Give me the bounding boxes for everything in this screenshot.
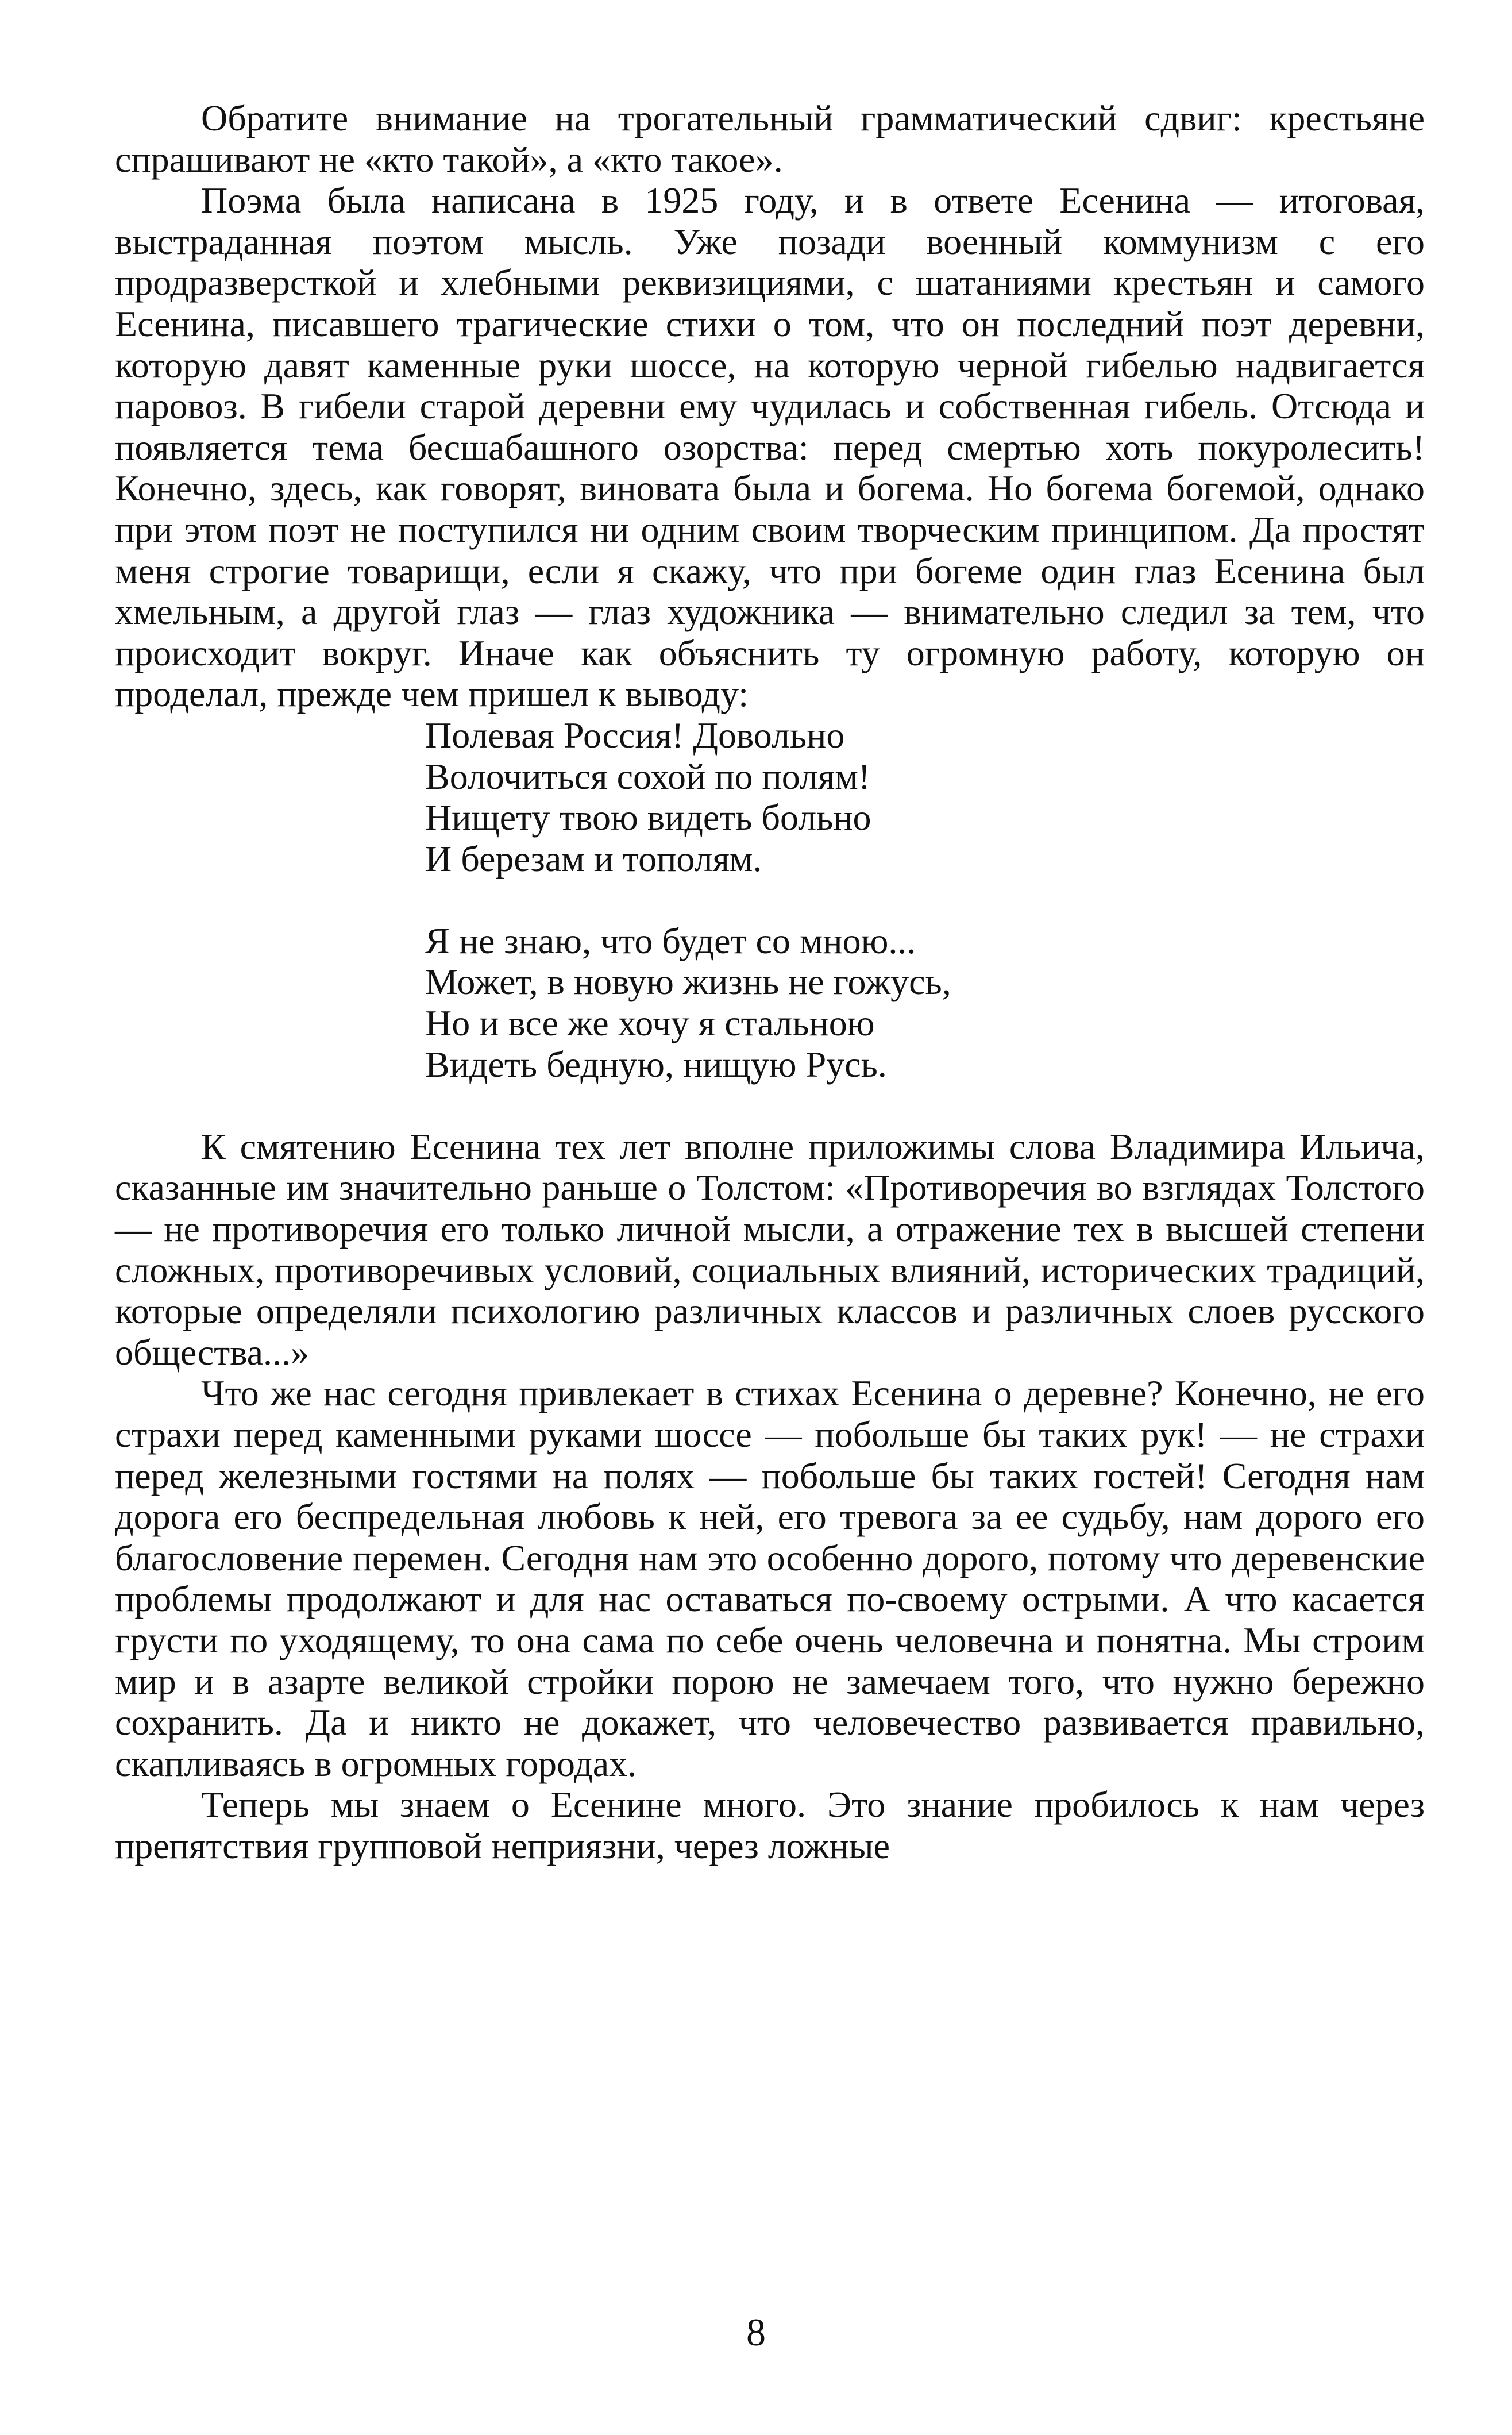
poem-stanza [425, 920, 1425, 1085]
paragraph: К смятению Есенина тех лет вполне приложимы слова Владимира Ильича, сказанные им значительно раньше о Толстом: «Противоречия во взглядах Толстого — не противоречия его только личной мысли, а отражение тех в высшей степени сложных, противоречивых условий, социальных влияний, исторических традиций, которые определяли психологию различных классов и различных слоев русского общества...» [115, 1126, 1425, 1373]
poem-line: И березам и тополям. [425, 838, 762, 879]
paragraph: Обратите внимание на трогательный грамматический сдвиг: крестьяне спрашивают не «кто такой», а «кто такое». [115, 98, 1425, 180]
poem-block [115, 715, 1425, 1085]
poem-line: Полевая Россия! Довольно [425, 714, 845, 756]
poem-line: Я не знаю, что будет со мною... [425, 920, 916, 961]
poem-line: Видеть бедную, нищую Русь. [425, 1043, 887, 1085]
page-number: 8 [746, 2310, 766, 2354]
poem-stanza [425, 715, 1425, 879]
poem-line: Но и все же хочу я стальною [425, 1003, 875, 1044]
poem-line: Нищету твою видеть больно [425, 797, 871, 838]
spacer [115, 1085, 1425, 1126]
paragraph: Поэма была написана в 1925 году, и в ответе Есенина — итоговая, выстраданная поэтом мысль. Уже позади военный коммунизм с его продразверсткой и хлебными реквизициями, с шатаниями крестьян и самого Есенина, писавшего трагические стихи о том, что он последний поэт деревни, которую давят каменные руки шоссе, на которую черной гибелью надвигается паровоз. В гибели старой деревни ему чудилась и собственная гибель. Отсюда и появляется тема бесшабашного озорства: перед смертью хоть покуролесить! Конечно, здесь, как говорят, виновата была и богема. Но богема богемой, однако при этом поэт не поступился ни одним своим творческим принципом. Да простят меня строгие товарищи, если я скажу, что при богеме один глаз Есенина был хмельным, а другой глаз — глаз художника — внимательно следил за тем, что происходит вокруг. Иначе как объяснить ту огромную работу, которую он проделал, прежде чем пришел к выводу: [115, 180, 1425, 715]
paragraph: Теперь мы знаем о Есенине много. Это знание пробилось к нам через препятствия групповой неприязни, через ложные [115, 1784, 1425, 1866]
poem-line: Волочиться сохой по полям! [425, 756, 871, 797]
poem-line: Может, в новую жизнь не гожусь, [425, 961, 951, 1003]
paragraph: Что же нас сегодня привлекает в стихах Есенина о деревне? Конечно, не его страхи перед каменными руками шоссе — побольше бы таких рук! — не страхи перед железными гостями на полях — побольше бы таких гостей! Сегодня нам дорога его беспредельная любовь к ней, его тревога за ее судьбу, нам дорого его благословение перемен. Сегодня нам это особенно дорого, потому что деревенские проблемы продолжают и для нас оставаться по-своему острыми. А что касается грусти по уходящему, то она сама по себе очень человечна и понятна. Мы строим мир и в азарте великой стройки порою не замечаем того, что нужно бережно сохранить. Да и никто не докажет, что человечество развивается правильно, скапливаясь в огромных городах. [115, 1373, 1425, 1784]
page-body [115, 98, 1425, 1867]
